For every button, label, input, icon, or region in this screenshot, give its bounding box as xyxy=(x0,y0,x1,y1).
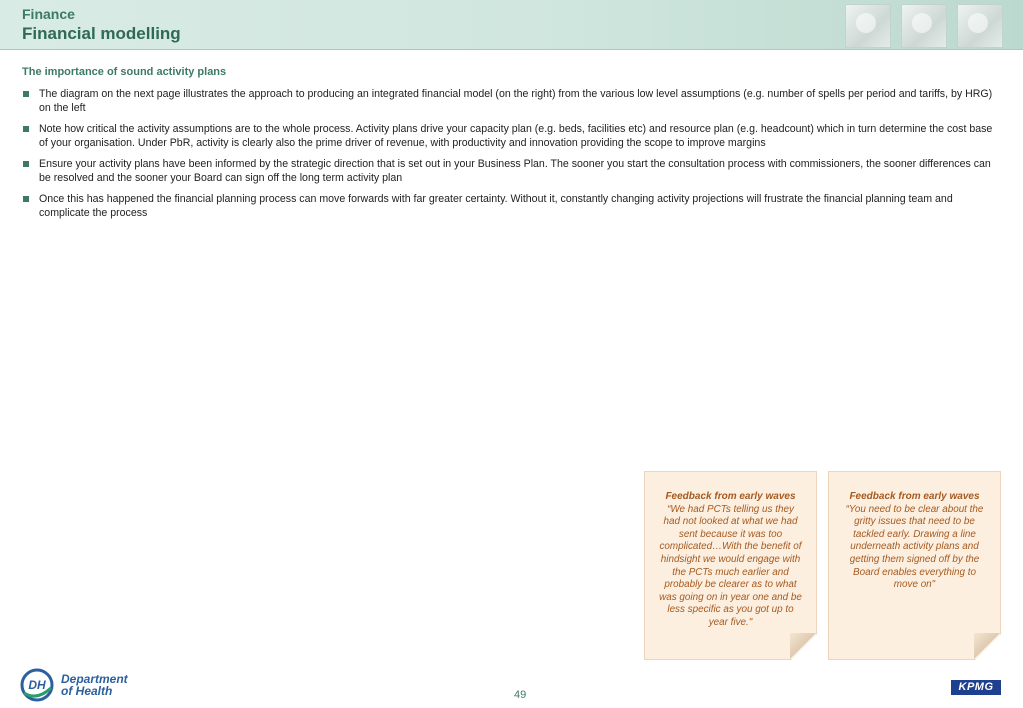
bullet-square-icon xyxy=(23,126,29,132)
bullet-text: Ensure your activity plans have been informed by the strategic direction that is set out in your Business Plan. The sooner you start the consultation process with commissioners, the sooner differences can be resolved and the sooner your Board can sign off the long term activity plan xyxy=(39,158,991,184)
kpmg-logo: KPMG xyxy=(951,680,1001,695)
slide-header xyxy=(0,0,1023,50)
bullet-square-icon xyxy=(23,161,29,167)
bullet-text: Note how critical the activity assumptions are to the whole process. Activity plans drive your capacity plan (e.g. beds, facilities etc) and resource plan (e.g. headcount) which in turn determine the cost base of your organisation. Under PbR, activity is clearly also the prime driver of revenue, with productivity and innovation providing the scope to improve margins xyxy=(39,123,993,149)
feedback-card-quote: “You need to be clear about the gritty issues that need to be tackled early. Drawing a line underneath activity plans and getting them signed off by the Board enables everything to move on" xyxy=(845,503,984,591)
feedback-card-title: Feedback from early waves xyxy=(665,491,796,502)
feedback-card xyxy=(644,471,817,660)
feedback-card-title: Feedback from early waves xyxy=(849,491,980,502)
people-photo-icon xyxy=(901,4,947,48)
bullet-square-icon xyxy=(23,196,29,202)
bullet-list xyxy=(22,87,997,220)
feedback-card-quote: “We had PCTs telling us they had not looked at what we had sent because it was too complicated…With the benefit of hindsight we would engage with the PCTs much earlier and probably be clearer as to what was going on in year one and be less specific as you got up to year five." xyxy=(659,503,802,628)
bullet-item xyxy=(22,157,997,185)
section-label: Finance xyxy=(22,6,75,22)
bullet-text: The diagram on the next page illustrates the approach to producing an integrated financial model (on the right) from the various low level assumptions (e.g. number of spells per period and tariffs, by HRG) on the left xyxy=(39,88,993,114)
page-number: 49 xyxy=(514,689,527,701)
department-of-health-logo xyxy=(20,668,128,702)
dh-logo-line: of Health xyxy=(61,684,113,698)
bullet-text: Once this has happened the financial planning process can move forwards with far greater certainty. Without it, constantly changing activity projections will frustrate the financial planning team and complicate the process xyxy=(39,193,953,219)
dh-logo-text xyxy=(61,673,128,697)
page-curl-icon xyxy=(790,633,816,659)
bullet-item xyxy=(22,192,997,220)
page-curl-icon xyxy=(974,633,1000,659)
people-photo-icon xyxy=(957,4,1003,48)
bullet-item xyxy=(22,87,997,115)
header-photo-strip xyxy=(845,4,1003,48)
subheading: The importance of sound activity plans xyxy=(22,66,227,78)
dh-logo-mark: DH xyxy=(28,678,46,692)
dh-logo-icon xyxy=(20,668,56,702)
bullet-item xyxy=(22,122,997,150)
people-photo-icon xyxy=(845,4,891,48)
page-title: Financial modelling xyxy=(22,24,181,43)
main-content xyxy=(22,66,997,227)
feedback-card xyxy=(828,471,1001,660)
dh-logo-line: Department xyxy=(61,672,128,686)
bullet-square-icon xyxy=(23,91,29,97)
